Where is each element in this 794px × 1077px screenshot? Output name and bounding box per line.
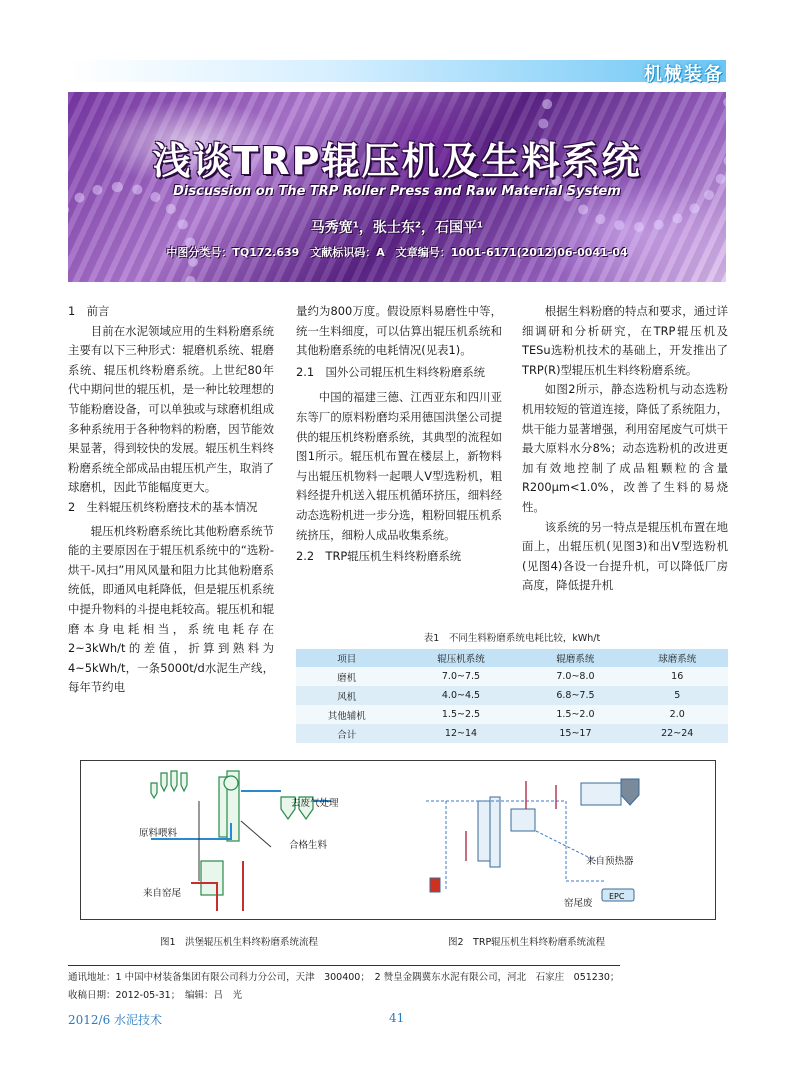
table-cell: 1.5~2.0 <box>524 705 626 724</box>
title-banner <box>68 92 726 282</box>
text-column-1 <box>68 302 274 698</box>
table-header-cell: 辊压机系统 <box>398 649 525 667</box>
table-header-row <box>296 649 728 667</box>
fig2-label-kiln: 窑尾废 <box>564 898 593 909</box>
table-cell: 2.0 <box>626 705 728 724</box>
text-column-3 <box>522 302 728 596</box>
fig2-label-epc: EPC <box>609 892 625 901</box>
section-heading-1: 1 前言 <box>68 304 110 318</box>
table-header-cell: 球磨系统 <box>626 649 728 667</box>
section-heading-2-1: 2.1 国外公司辊压机生料终粉磨系统 <box>296 364 485 379</box>
fig2-label-preheater: 来自预热器 <box>586 856 634 867</box>
text-column-2 <box>296 302 502 567</box>
table-cell: 16 <box>626 667 728 686</box>
table-cell: 6.8~7.5 <box>524 686 626 705</box>
section-tag: 机械装备 <box>644 64 724 85</box>
footnote-received: 收稿日期：2012-05-31； 编辑：吕 光 <box>68 990 242 1001</box>
table-1 <box>296 630 728 743</box>
table-cell: 其他辅机 <box>296 705 398 724</box>
paragraph: 如图2所示，静态选粉机与动态选粉机用较短的管道连接，降低了系统阻力，烘干能力显著增强，利用窑尾废气可烘干最大原料水分8%；动态选粉机的改进更加有效地控制了成品粗颗粒的含量R200μm<1.0%，改善了生料的易烧性。 <box>522 382 728 514</box>
table-cell: 5 <box>626 686 728 705</box>
figure-1-caption: 图1 洪堡辊压机生料终粉磨系统流程 <box>160 937 319 948</box>
paragraph: 该系统的另一特点是辊压机布置在地面上，出辊压机(见图3)和出V型选粉机(见图4)各设一台提升机，可以降低厂房高度，降低提升机 <box>522 519 728 593</box>
table-cell: 7.0~8.0 <box>524 667 626 686</box>
fig1-label-kiln: 来自窑尾 <box>143 888 182 899</box>
fig1-label-raw-feed: 原料喂料 <box>139 828 178 839</box>
header-gradient-bar <box>68 60 726 82</box>
article-subtitle: Discussion on The TRP Roller Press and Raw Material System <box>173 184 621 199</box>
section-heading-2-2: 2.2 TRP辊压机生料终粉磨系统 <box>296 549 462 564</box>
article-authors: 马秀宽¹，张士东²，石国平¹ <box>310 220 484 236</box>
table-cell: 磨机 <box>296 667 398 686</box>
table-header-cell: 辊磨系统 <box>524 649 626 667</box>
figure-2-caption: 图2 TRP辊压机生料终粉磨系统流程 <box>448 937 606 948</box>
table-row <box>296 667 728 686</box>
table-cell: 7.0~7.5 <box>398 667 525 686</box>
footnote-divider <box>68 965 620 966</box>
paragraph: 中国的福建三德、江西亚东和四川亚东等厂的原料粉磨均采用德国洪堡公司提供的辊压机终粉磨系统，其典型的流程如图1所示。辊压机布置在楼层上，新物料与出辊压机物料一起喂人V型选粉机，粗料经提升机送入辊压机循环挤压，细料经动态选粉机进一步分选，粗粉回辊压机系统挤压，细粉人成品收集系统。 <box>296 390 502 542</box>
article-meta: 中图分类号：TQ172.639 文献标识码：A 文章编号：1001-6171(2012)06-0041-04 <box>166 246 628 259</box>
paragraph: 目前在水泥领域应用的生料粉磨系统主要有以下三种形式：辊磨机系统、辊磨系统、辊压机终粉磨系统。上世纪80年代中期问世的辊压机，是一种比较理想的节能粉磨设备，可以单独或与球磨机组成多种系统用于各种物料的粉磨，因节能效果显著，得到较快的发展。辊压机生料终粉磨系统全部成品由辊压机产生，取消了球磨机，因此节能幅度更大。 <box>68 323 274 495</box>
table-row <box>296 705 728 724</box>
table-cell: 合计 <box>296 724 398 743</box>
table-cell: 15~17 <box>524 724 626 743</box>
journal-footer: 2012/6 水泥技术 <box>68 1013 163 1027</box>
table-cell: 风机 <box>296 686 398 705</box>
table-cell: 12~14 <box>398 724 525 743</box>
figure-box <box>80 760 716 920</box>
fig1-label-waste-gas: 去废气处理 <box>291 798 339 809</box>
table-row <box>296 686 728 705</box>
table-cell: 22~24 <box>626 724 728 743</box>
page-number: 41 <box>389 1011 405 1025</box>
fig1-label-product: 合格生料 <box>289 840 328 851</box>
table-cell: 1.5~2.5 <box>398 705 525 724</box>
table-header-cell: 项目 <box>296 649 398 667</box>
table-row <box>296 724 728 743</box>
table-caption: 表1 不同生料粉磨系统电耗比较，kWh/t <box>423 633 601 644</box>
paragraph: 辊压机终粉磨系统比其他粉磨系统节能的主要原因在于辊压机系统中的“选粉-烘干-风扫”用风风量和阻力比其他粉磨系统低，即通风电耗降低，但是辊压机系统中提升物料的斗提电耗较高。辊压机和辊磨本身电耗相当，系统电耗存在2~3kWh/t的差值，折算到熟料为4~5kWh/t，一条5000t/d水泥生产线，每年节约电 <box>68 523 274 695</box>
paragraph: 根据生料粉磨的特点和要求，通过详细调研和分析研究，在TRP辊压机及TESu选粉机技术的基础上，开发推出了TRP(R)型辊压机生料终粉磨系统。 <box>522 304 728 377</box>
footnote-address: 通讯地址：1 中国中材装备集团有限公司科力分公司，天津 300400； 2 赞皇金隅冀东水泥有限公司，河北 石家庄 051230； <box>68 972 620 983</box>
figure-2-diagram <box>406 761 716 919</box>
article-title: 浅谈TRP辊压机及生料系统 <box>152 139 642 183</box>
section-heading-2: 2 生料辊压机终粉磨技术的基本情况 <box>68 499 258 514</box>
paragraph: 量约为800万度。假设原料易磨性中等，统一生料细度，可以估算出辊压机系统和其他粉磨系统的电耗情况(见表1)。 <box>296 304 502 358</box>
table-cell: 4.0~4.5 <box>398 686 525 705</box>
energy-comparison-table <box>296 649 728 743</box>
figure-1-diagram <box>81 761 381 919</box>
